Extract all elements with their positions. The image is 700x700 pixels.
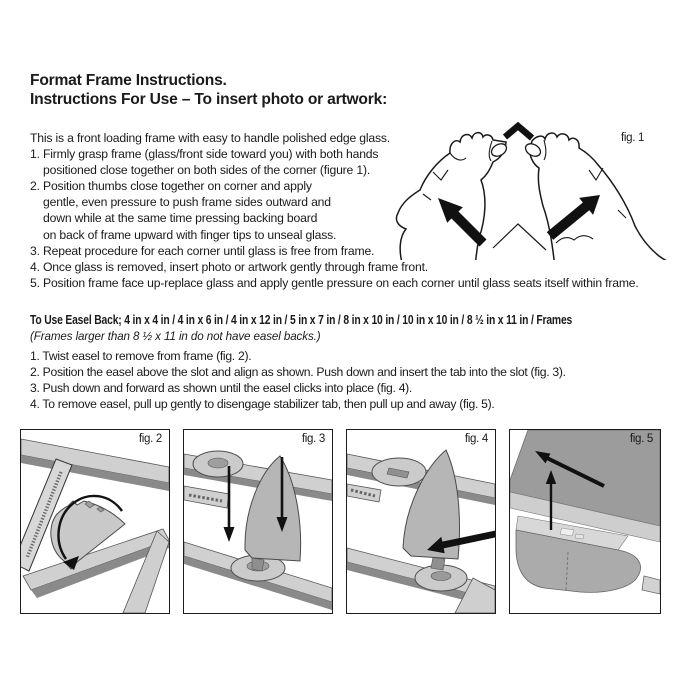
easel-click-drawing	[347, 430, 495, 613]
instruction-cont: on back of frame upward with finger tips to unseal glass.	[43, 227, 337, 242]
frame-corner-mark	[505, 126, 532, 138]
figure-3-label: fig. 3	[301, 433, 325, 445]
easel-back-section	[30, 312, 695, 412]
page-title	[30, 71, 387, 109]
right-hand	[523, 133, 689, 260]
instruction-step: 5. Position frame face up-replace glass and apply gentle pressure on each corner until glass seats itself within frame.	[30, 275, 639, 290]
instruction-cont: gentle, even pressure to push frame sides outward and	[43, 195, 331, 210]
easel-twist-drawing	[21, 430, 169, 613]
easel-step: 1. Twist easel to remove from frame (fig. 2).	[30, 349, 252, 363]
figure-3-box	[183, 429, 333, 614]
frame-top-rail	[21, 439, 169, 491]
figure-2-box	[20, 429, 170, 614]
figure-4-label: fig. 4	[464, 433, 488, 445]
figure-5-label: fig. 5	[629, 433, 653, 445]
instruction-cont: positioned close together on both sides of the corner (figure 1).	[43, 163, 371, 178]
figure-2-label: fig. 2	[138, 433, 162, 445]
easel-size-note: (Frames larger than 8 ½ x 11 in do not have easel backs.)	[30, 330, 321, 343]
instruction-step: 1. Firmly grasp frame (glass/front side toward you) with both hands	[30, 147, 379, 162]
figure-1-label: fig. 1	[621, 132, 645, 144]
figure-5-box	[509, 429, 661, 614]
figure-1-hands-illustration	[393, 110, 698, 260]
left-hand	[396, 133, 508, 260]
frame-slot-rail	[347, 484, 381, 502]
title-line-1: Format Frame Instructions.	[30, 72, 227, 89]
figure-4-box	[346, 429, 496, 614]
hands-grasp-corner-drawing	[393, 110, 698, 260]
instruction-step: 2. Position thumbs close together on corner and apply	[30, 179, 312, 194]
easel-steps	[30, 348, 695, 412]
easel-insert-drawing	[184, 430, 332, 613]
instruction-step: 3. Repeat procedure for each corner until glass is free from frame.	[30, 243, 375, 258]
intro-line: This is a front loading frame with easy to handle polished edge glass.	[30, 131, 391, 145]
instruction-cont: down while at the same time pressing backing board	[43, 211, 318, 226]
instruction-step: 4. Once glass is removed, insert photo or artwork gently through frame front.	[30, 259, 428, 274]
easel-remove-drawing	[510, 430, 660, 613]
frame-bottom-rail	[347, 548, 495, 613]
title-line-2: Instructions For Use – To insert photo or artwork:	[30, 91, 388, 108]
easel-section-header: To Use Easel Back; 4 in x 4 in / 4 in x 6 in / 4 in x 12 in / 5 in x 7 in / 8 in x 10 in / 10 in x 10 in / 8 ½ in x 11 in / Frames	[30, 313, 573, 327]
frame-corner-outline	[493, 224, 546, 250]
easel-step: 3. Push down and forward as shown until the easel clicks into place (fig. 4).	[30, 381, 413, 396]
easel-step: 4. To remove easel, pull up gently to disengage stabilizer tab, then pull up and away (fig. 5).	[30, 397, 495, 412]
frame-slot-rail	[184, 486, 229, 508]
easel-step: 2. Position the easel above the slot and align as shown. Push down and insert the tab into the slot (fig. 3).	[30, 365, 566, 380]
